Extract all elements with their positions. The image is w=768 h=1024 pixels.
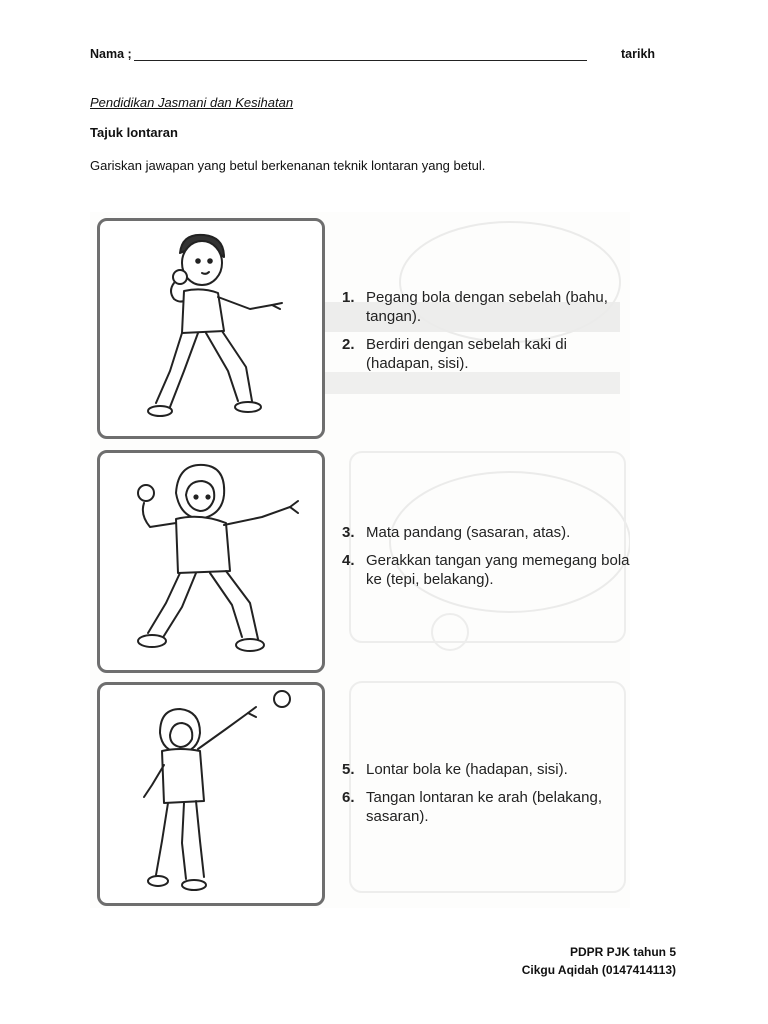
question-item — [342, 288, 636, 326]
teacher-footer — [522, 943, 676, 979]
subject-title: Pendidikan Jasmani dan Kesihatan — [90, 95, 294, 110]
name-label: Nama ; — [90, 47, 132, 61]
question-item — [342, 523, 636, 542]
question-group-1 — [342, 288, 636, 382]
illustration-panel-2 — [97, 450, 325, 673]
question-item — [342, 788, 636, 826]
question-number: 3. — [342, 524, 355, 541]
question-group-2 — [342, 523, 636, 598]
question-text[interactable]: Lontar bola ke (hadapan, sisi). — [366, 761, 568, 778]
illustration-panel-3 — [97, 682, 325, 906]
question-text[interactable]: Berdiri dengan sebelah kaki di (hadapan, sisi). — [366, 336, 567, 372]
girl-throwing-illustration — [100, 685, 322, 903]
class-info: PDPR PJK tahun 5 — [569, 945, 676, 959]
question-number: 2. — [342, 336, 355, 353]
question-number: 1. — [342, 289, 355, 306]
question-number: 6. — [342, 789, 355, 806]
illustration-panel-1 — [97, 218, 325, 439]
question-text[interactable]: Mata pandang (sasaran, atas). — [366, 524, 571, 541]
boy-holding-ball-illustration — [100, 221, 322, 436]
instruction-text: Gariskan jawapan yang betul berkenanan teknik lontaran yang betul. — [90, 158, 486, 173]
teacher-contact: Cikgu Aqidah (0147414113) — [521, 963, 676, 977]
question-text[interactable]: Gerakkan tangan yang memegang bola ke (tepi, belakang). — [366, 552, 630, 588]
question-item — [342, 551, 636, 589]
question-number: 5. — [342, 761, 355, 778]
name-write-line[interactable] — [134, 60, 587, 61]
date-label: tarikh — [621, 47, 656, 61]
question-text[interactable]: Tangan lontaran ke arah (belakang, sasaran). — [366, 789, 603, 825]
question-number: 4. — [342, 552, 355, 569]
girl-pointing-illustration — [100, 453, 322, 670]
name-date-header — [90, 47, 670, 67]
question-item — [342, 760, 636, 779]
topic-title: Tajuk lontaran — [90, 125, 178, 140]
question-text[interactable]: Pegang bola dengan sebelah (bahu, tangan). — [366, 289, 608, 325]
question-item — [342, 335, 636, 373]
question-group-3 — [342, 760, 636, 835]
worksheet-scan — [90, 212, 630, 908]
